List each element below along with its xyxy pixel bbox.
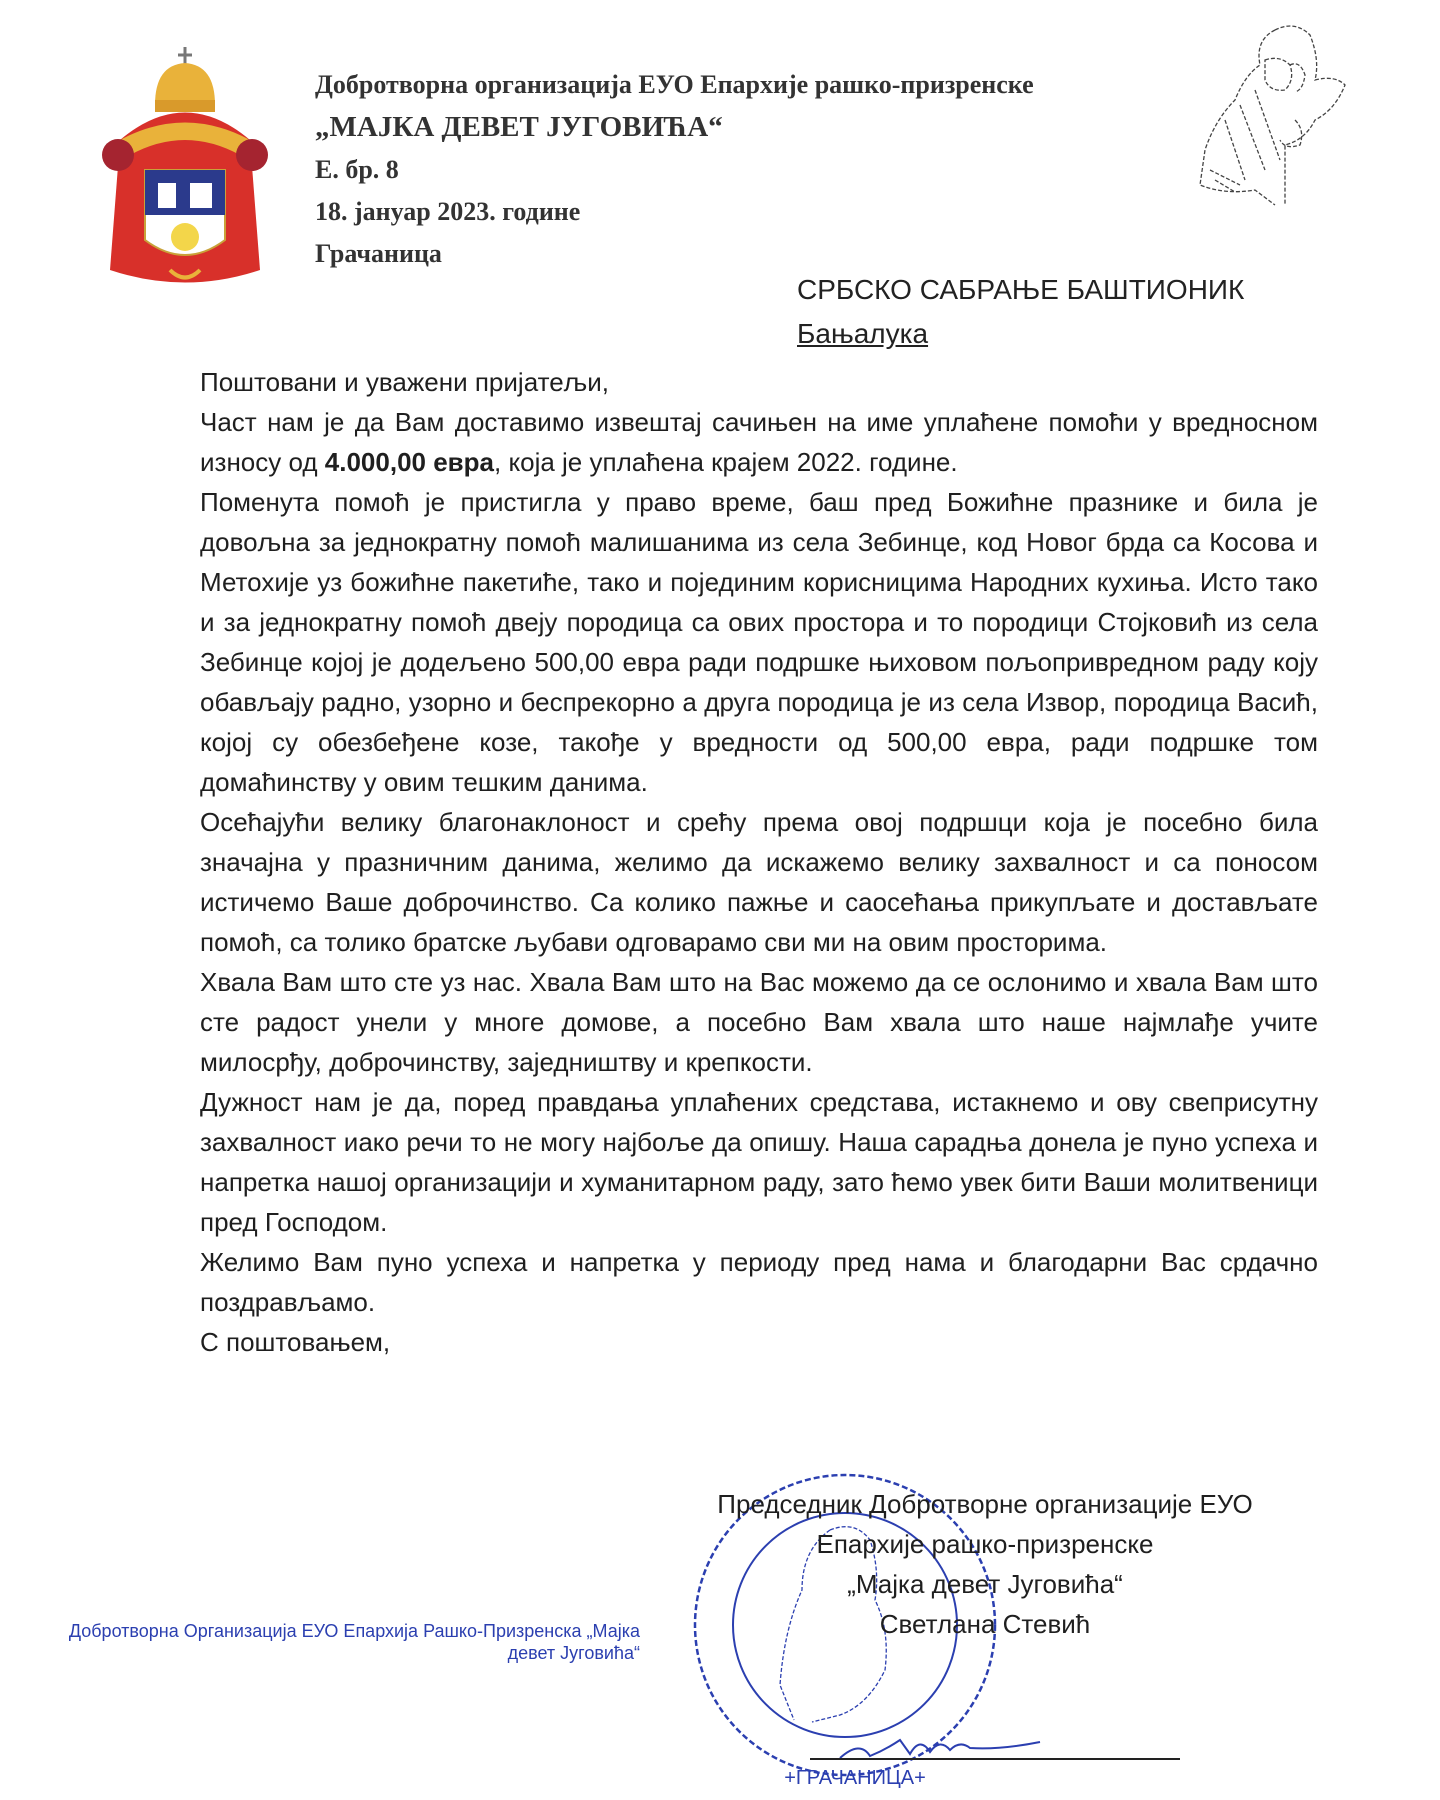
signature-title: Председник Добротворне организације ЕУО (717, 1489, 1253, 1519)
letter-place: Грачаница (315, 239, 442, 268)
signature-diocese: Епархије рашко-призренске (816, 1529, 1154, 1559)
signatory-name: Светлана Стевић (879, 1609, 1091, 1639)
coat-of-arms-icon (100, 45, 270, 295)
paragraph-6: Желимо Вам пуно успеха и напретка у периоду пред нама и благодарни Вас срдачно поздрављамо. (200, 1247, 1318, 1317)
reference-number: Е. бр. 8 (315, 155, 399, 184)
madonna-line-art-icon (1185, 20, 1385, 210)
letter-date: 18. јануар 2023. године (315, 197, 581, 226)
paragraph-1-end: , која је уплаћена крајем 2022. године. (494, 447, 958, 477)
donation-amount: 4.000,00 евра (324, 447, 494, 477)
stamp-bottom-text: +ГРАЧАНИЦА+ (784, 1767, 926, 1789)
closing: С поштовањем, (200, 1327, 391, 1357)
paragraph-1 (200, 402, 1318, 482)
recipient-city: Бањалука (797, 318, 929, 349)
signature-line (810, 1758, 1180, 1760)
paragraph-3: Осећајући велику благонаклоност и срећу према овој подршци која је посебно била значајна у празничним данима, желимо да искажемо велику захвалност и са поносом истичемо Ваше доброчинство. Са колико пажње и саосећања прикупљате и достављате помоћ, са толико братске љубави одговарамо сви ми на овим просторима. (200, 807, 1318, 957)
organization-name: Добротворна организација ЕУО Епархије рашко-призренске (315, 70, 1034, 99)
recipient-name: СРБСКО САБРАЊЕ БАШТИОНИК (797, 274, 1245, 305)
paragraph-2: Поменута помоћ је пристигла у право време, баш пред Божићне празнике и била је довољна за једнократну помоћ малишанима из села Зебинце, код Новог брда са Косова и Метохије уз божићне пакетиће, тако и појединим корисницима Народних кухиња. Исто тако и за једнократну помоћ двеју породица са ових простора и то породици Стојковић из села Зебинце којој је додељено 500,00 евра ради подршке њиховом пољопривредном раду коју обављају радно, узорно и беспрекорно а друга породица је из села Извор, породица Васић, којој су обезбеђене козе, такође у вредности од 500,00 евра, ради подршке том домаћинству у овим тешким данима. (200, 487, 1318, 797)
organization-title: „МАЈКА ДЕВЕТ ЈУГОВИЋА“ (315, 111, 723, 143)
salutation: Поштовани и уважени пријатељи, (200, 367, 609, 397)
paragraph-1-start: Част нам је да Вам доставимо извештај сачињен на име уплаћене помоћи у вредносном износу од (200, 407, 1318, 477)
paragraph-5: Дужност нам је да, поред правдања уплаћених средстава, истакнемо и ову свеприсутну захвалност иако речи то не могу најбоље да опишу. Наша сарадња донела је пуно успеха и напретка нашој организацији и хуманитарном раду, зато ћемо увек бити Ваши молитвеници пред Господом. (200, 1087, 1318, 1237)
stamp-text: Добротворна Организација ЕУО Епархија Рашко-Призренска „Мајка девет Југовића“ (68, 1621, 640, 1663)
paragraph-4: Хвала Вам што сте уз нас. Хвала Вам што на Вас можемо да се ослонимо и хвала Вам што сте радост унели у многе домове, а посебно Вам хвала што наше најмлађе учите милосрђу, доброчинству, заједништву и крепкости. (200, 967, 1318, 1077)
letter-body (200, 362, 1318, 1362)
signature-block (640, 1484, 1330, 1644)
signature-organization: „Мајка девет Југовића“ (847, 1569, 1123, 1599)
